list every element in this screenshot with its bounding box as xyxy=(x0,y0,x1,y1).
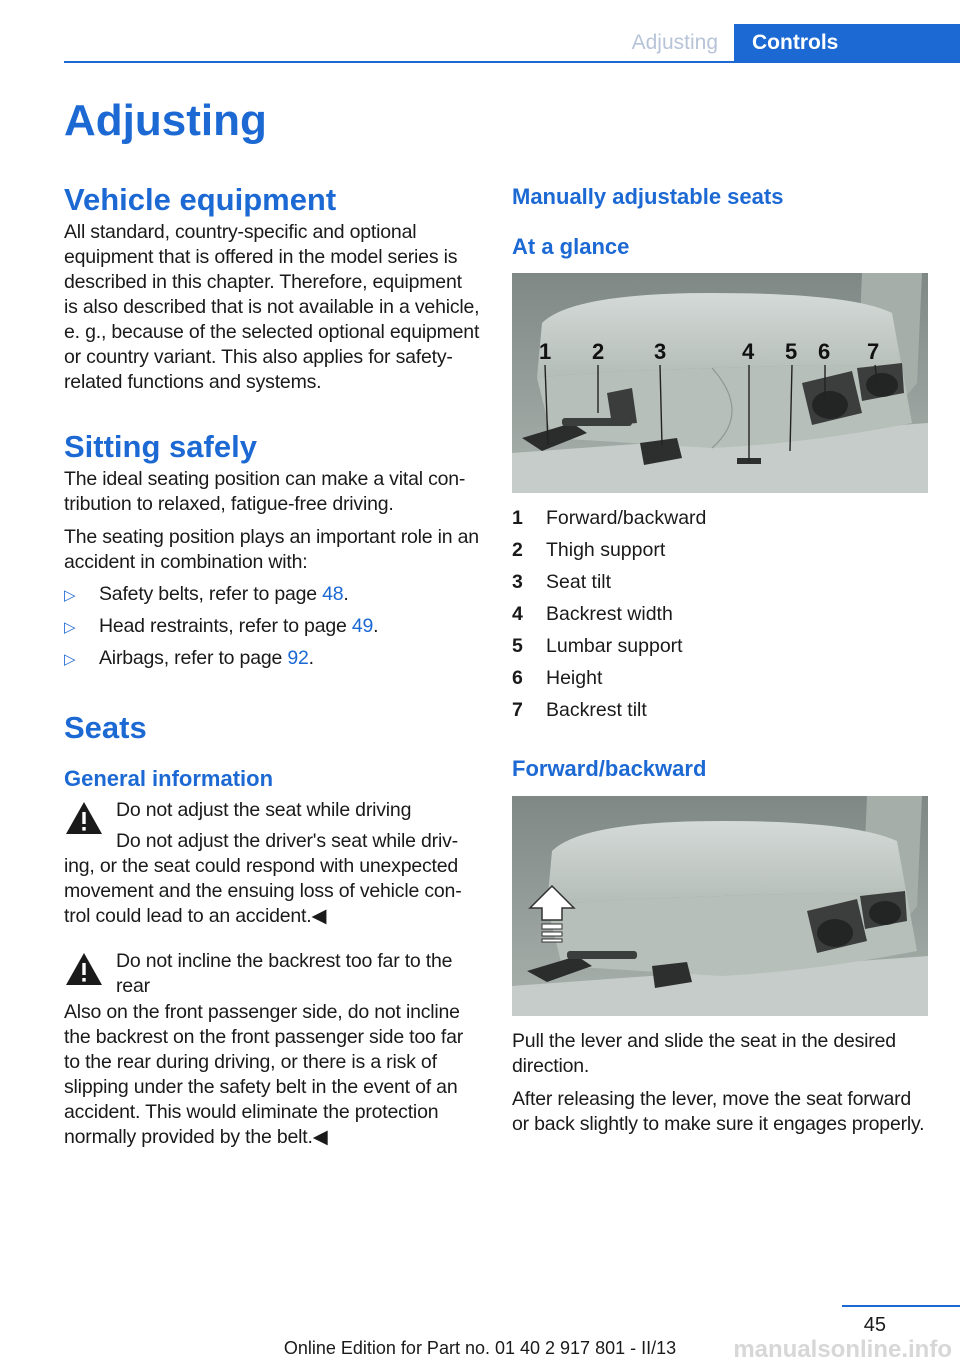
warning-title: Do not adjust the seat while driving xyxy=(116,799,412,821)
sitting-safely-p1: The ideal seating position can make a vital contribution to relaxed, fatigue-free driving. xyxy=(64,468,466,515)
seat-controls-figure xyxy=(512,273,928,493)
header-section-tab: Adjusting xyxy=(631,31,718,54)
seats-heading: Seats xyxy=(64,710,147,745)
figure-label-3: 3 xyxy=(654,339,667,364)
figure-label-5: 5 xyxy=(785,339,798,364)
forward-backward-figure xyxy=(512,796,928,1016)
chapter-title: Adjusting xyxy=(64,96,267,145)
header-tabs xyxy=(632,24,960,62)
warning-seat-adjust xyxy=(64,798,480,929)
sitting-safely-p2: The seating position plays an important role in an accident in combination with: xyxy=(64,526,479,573)
seat-forward-backward-illustration xyxy=(512,796,928,1016)
right-column xyxy=(512,180,928,1137)
figure-label-2: 2 xyxy=(592,339,605,364)
warning-triangle-icon xyxy=(64,800,104,836)
general-information-heading: General information xyxy=(64,766,274,791)
bullet-triangle-icon: ▷ xyxy=(64,587,76,604)
list-item: 2 Thigh support xyxy=(512,539,666,561)
page-link-48[interactable]: 48 xyxy=(322,583,344,605)
forward-backward-heading: Forward/backward xyxy=(512,756,707,781)
vehicle-equipment-body: All standard, country-specific and optional equipment that is offered in the model series is described in this chapter. Therefore, equipment is also described that is not available in a vehicle, e. g., because of the selected optional equipment or country variant. This also applies for safety-related functions and systems. xyxy=(64,221,480,393)
warning-title: Do not incline the backrest too far to the rear xyxy=(116,950,453,997)
watermark: manualsonline.info xyxy=(733,1336,952,1363)
sitting-safely-bullets xyxy=(64,582,480,678)
warning-triangle-icon xyxy=(64,951,104,987)
bullet-triangle-icon: ▷ xyxy=(64,651,76,668)
header-rule xyxy=(64,61,960,63)
figure-label-6: 6 xyxy=(818,339,831,364)
forward-backward-p1: Pull the lever and slide the seat in the desired direction. xyxy=(512,1030,896,1077)
header-chapter-tab: Controls xyxy=(734,24,960,62)
forward-backward-p2: After releasing the lever, move the seat forward or back slightly to make sure it engages properly. xyxy=(512,1088,925,1135)
bullet-triangle-icon: ▷ xyxy=(64,619,76,636)
list-item: ▷ Airbags, refer to page 92. xyxy=(64,646,480,678)
sitting-safely-heading: Sitting safely xyxy=(64,429,257,464)
footer-rule xyxy=(842,1305,960,1307)
list-item: 5 Lumbar support xyxy=(512,635,683,657)
figure-label-1: 1 xyxy=(539,339,552,364)
list-item: ▷ Safety belts, refer to page 48. xyxy=(64,582,480,614)
list-item: ▷ Head restraints, refer to page 49. xyxy=(64,614,480,646)
edition-footer: Online Edition for Part no. 01 40 2 917 801 - II/13 xyxy=(283,1338,677,1358)
figure-label-4: 4 xyxy=(742,339,755,364)
page-link-49[interactable]: 49 xyxy=(351,615,374,637)
list-item: 7 Backrest tilt xyxy=(512,699,647,721)
seat-illustration xyxy=(512,273,928,493)
figure-label-7: 7 xyxy=(867,339,880,364)
list-item: 4 Backrest width xyxy=(512,603,673,625)
warning-body: Also on the front passenger side, do not incline the backrest on the front passenger side too far to the rear during driving, or there is a risk of slipping under the safety belt in the event of an accident. This would eliminate the protection normally provided by the belt.◀ xyxy=(64,1001,464,1148)
page-number: 45 xyxy=(863,1314,886,1336)
page-link-92[interactable]: 92 xyxy=(287,647,309,669)
warning-backrest-incline xyxy=(64,949,480,1150)
left-column xyxy=(64,180,480,1150)
seat-controls-legend xyxy=(512,502,928,726)
warning-body: Do not adjust the driver's seat while driving, or the seat could respond with unexpected movement and the ensuing loss of vehicle control could lead to an accident.◀ xyxy=(64,830,462,927)
at-a-glance-heading: At a glance xyxy=(512,234,630,259)
manual-seats-heading: Manually adjustable seats xyxy=(512,184,784,209)
list-item: 1 Forward/backward xyxy=(512,507,707,529)
list-item: 6 Height xyxy=(512,667,603,689)
vehicle-equipment-heading: Vehicle equipment xyxy=(64,182,337,217)
list-item: 3 Seat tilt xyxy=(512,571,612,593)
